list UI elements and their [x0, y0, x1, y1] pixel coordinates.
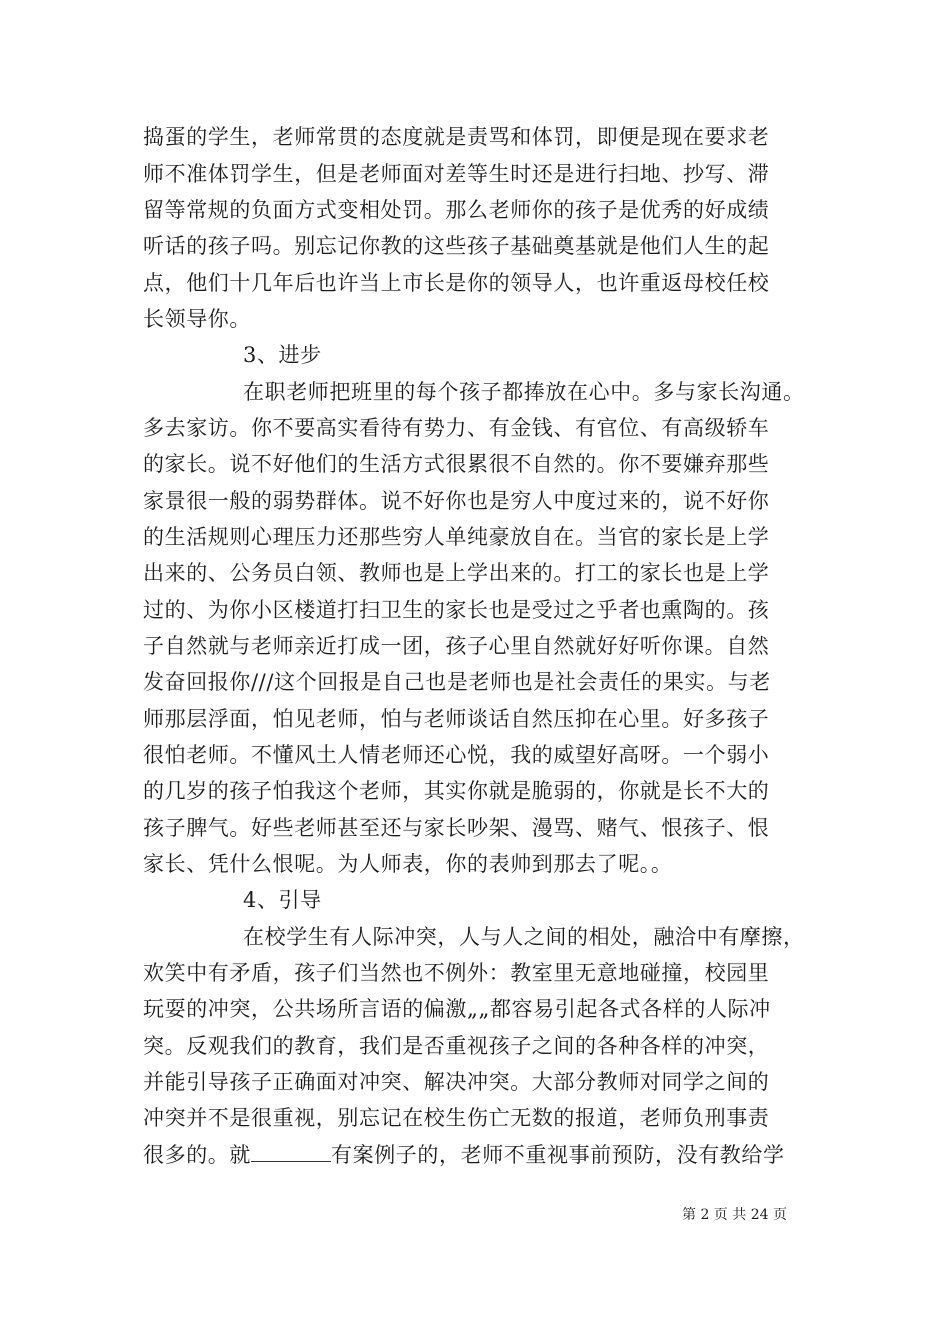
paragraph-line: 点，他们十几年后也许当上市长是你的领导人，也许重返母校任校 [143, 271, 770, 295]
paragraph-line: 很怕老师。不懂风土人情老师还心悦，我的威望好高呀。一个弱小 [143, 743, 770, 767]
section-heading: 4、引导 [243, 888, 322, 912]
paragraph-line-with-blank [143, 1143, 785, 1167]
paragraph-line: 的生活规则心理压力还那些穷人单纯豪放自在。当官的家长是上学 [143, 525, 770, 549]
paragraph-line: 冲突并不是很重视，别忘记在校生伤亡无数的报道，老师负刑事责 [143, 1106, 770, 1130]
line-suffix: 有案例子的，老师不重视事前预防，没有教给学 [331, 1143, 785, 1167]
paragraph-line: 听话的孩子吗。别忘记你教的这些孩子基础奠基就是他们人生的起 [143, 234, 770, 258]
paragraph-line: 师那层浮面，怕见老师，怕与老师谈话自然压抑在心里。好多孩子 [143, 707, 770, 731]
paragraph-line: 多去家访。你不要高实看待有势力、有金钱、有官位、有高级轿车 [143, 416, 770, 440]
paragraph-line: 发奋回报你///这个回报是自己也是老师也是社会责任的果实。与老 [143, 670, 771, 694]
paragraph-line: 家长、凭什么恨呢。为人师表，你的表帅到那去了呢。。 [143, 852, 673, 876]
paragraph-line: 过的、为你小区楼道打扫卫生的家长也是受过之乎者也熏陶的。孩 [143, 598, 770, 622]
paragraph-line: 子自然就与老师亲近打成一团，孩子心里自然就好好听你课。自然 [143, 634, 770, 658]
paragraph-line: 欢笑中有矛盾，孩子们当然也不例外：教室里无意地碰撞，校园里 [143, 961, 770, 985]
paragraph-line: 突。反观我们的教育，我们是否重视孩子之间的各种各样的冲突， [143, 1034, 770, 1058]
paragraph-line: 在职老师把班里的每个孩子都捧放在心中。多与家长沟通。 [243, 380, 805, 404]
paragraph-line: 出来的、公务员白领、教师也是上学出来的。打工的家长也是上学 [143, 561, 770, 585]
paragraph-line: 在校学生有人际冲突，人与人之间的相处，融洽中有摩擦， [243, 925, 805, 949]
paragraph-line: 玩耍的冲突，公共场所言语的偏激„„都容易引起各式各样的人际冲 [143, 997, 771, 1021]
paragraph-line: 师不准体罚学生，但是老师面对差等生时还是进行扫地、抄写、滞 [143, 162, 770, 186]
paragraph-line: 孩子脾气。好些老师甚至还与家长吵架、漫骂、赌气、恨孩子、恨 [143, 816, 770, 840]
section-heading: 3、进步 [243, 343, 322, 367]
paragraph-line: 留等常规的负面方式变相处罚。那么老师你的孩子是优秀的好成绩 [143, 198, 770, 222]
paragraph-line: 家景很一般的弱势群体。说不好你也是穷人中度过来的，说不好你 [143, 489, 770, 513]
page-number: 第 2 页 共 24 页 [682, 1207, 787, 1223]
paragraph-line: 的家长。说不好他们的生活方式很累很不自然的。你不要嫌弃那些 [143, 452, 770, 476]
paragraph-line: 长领导你。 [143, 307, 251, 331]
paragraph-line: 捣蛋的学生，老师常贯的态度就是责骂和体罚，即便是现在要求老 [143, 125, 770, 149]
line-prefix: 很多的。就 [143, 1143, 251, 1167]
paragraph-line: 并能引导孩子正确面对冲突、解决冲突。大部分教师对同学之间的 [143, 1070, 770, 1094]
paragraph-line: 的几岁的孩子怕我这个老师，其实你就是脆弱的，你就是长不大的 [143, 779, 770, 803]
fill-in-blank [251, 1143, 331, 1162]
